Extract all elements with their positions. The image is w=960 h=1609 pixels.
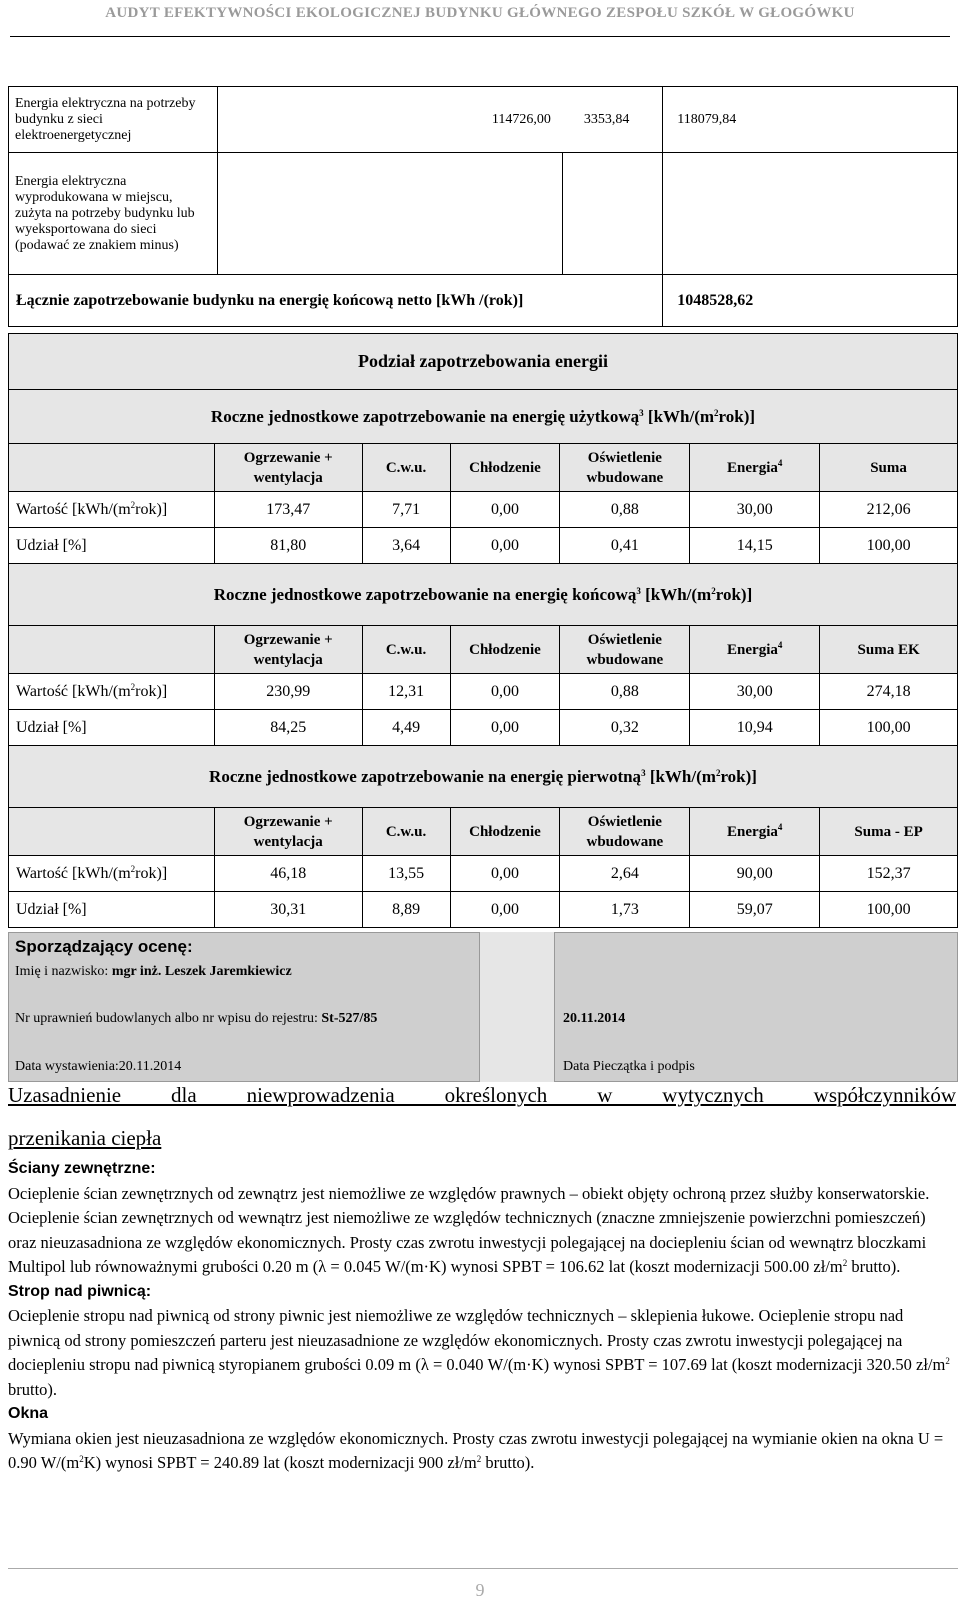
share-cell: 100,00 xyxy=(820,892,958,928)
share-cell: 100,00 xyxy=(820,710,958,746)
col-header: Energia$^4$ xyxy=(690,444,820,492)
row-value: 3353,84 xyxy=(563,87,663,153)
col-header: C.w.u. xyxy=(362,808,450,856)
signature-stamp-panel xyxy=(554,932,958,1082)
row-label-local-energy: Energia elektryczna wyprodukowana w miejscu, zużyta na potrzeby budynku lub wyeksportowana do sieci (podawać ze znakiem minus) xyxy=(9,153,218,275)
col-header: Energia$^4$ xyxy=(690,808,820,856)
share-cell: 0,00 xyxy=(450,528,560,564)
license-number: Nr uprawnień budowlanych albo nr wpisu do rejestru: St-527/85 xyxy=(15,1011,378,1026)
col-header: Suma xyxy=(820,444,958,492)
total-label: Łącznie zapotrzebowanie budynku na energię końcową netto [kWh /(rok)] xyxy=(9,275,663,327)
col-header: Ogrzewanie + wentylacja xyxy=(214,808,362,856)
value-cell: 0,88 xyxy=(560,492,690,528)
share-label: Udział [%] xyxy=(9,710,215,746)
value-cell: 212,06 xyxy=(820,492,958,528)
share-cell: 84,25 xyxy=(214,710,362,746)
col-header: Chłodzenie xyxy=(450,808,560,856)
justification-title-cont: przenikania ciepła xyxy=(8,1126,162,1150)
value-cell: 230,99 xyxy=(214,674,362,710)
col-header: Suma EK xyxy=(820,626,958,674)
justification-body xyxy=(8,1157,958,1476)
col-header: Oświetlenie wbudowane xyxy=(560,626,690,674)
walls-paragraph: Ocieplenie ścian zewnętrznych od zewnątrz jest niemożliwe ze względów prawnych – obiekt objęty ochroną przez służby konserwatorskie. Ocieplenie ścian zewnętrznych od wewnątrz jest niemożliwe ze względów technicznych (znaczne zmniejszenie powierzchni pomieszczeń) oraz nieuzasadniona ze względów ekonomicznych. Prosty czas zwrotu inwestycji polegającej na dociepleniu ścian od wewnątrz bloczkami Multipol lub równoważnymi grubości 0.20 m (λ = 0.045 W/(m·K) wynosi SPBT = 106.62 lat (koszt modernizacji 500.00 $zł/m^2$ brutto). xyxy=(8,1183,930,1276)
primary-title: Roczne jednostkowe zapotrzebowanie na energię pierwotną$^3$ $[kWh/(m^2rok)]$ xyxy=(9,746,958,808)
value-cell: 30,00 xyxy=(690,674,820,710)
justification-title: Uzasadnienie dla niewprowadzenia określonych w wytycznych współczynników xyxy=(8,1083,956,1107)
share-cell: 10,94 xyxy=(690,710,820,746)
share-cell: 0,32 xyxy=(560,710,690,746)
value-label: Wartość $[kWh/(m^2rok)]$ xyxy=(9,492,215,528)
division-table xyxy=(8,333,958,928)
share-label: Udział [%] xyxy=(9,892,215,928)
share-cell: 3,64 xyxy=(362,528,450,564)
signature-block xyxy=(8,932,958,1082)
value-label: Wartość $[kWh/(m^2rok)]$ xyxy=(9,674,215,710)
share-cell: 1,73 xyxy=(560,892,690,928)
value-cell: 0,00 xyxy=(450,492,560,528)
document-header: AUDYT EFEKTYWNOŚCI EKOLOGICZNEJ BUDYNKU GŁÓWNEGO ZESPOŁU SZKÓŁ W GŁOGÓWKU xyxy=(105,5,855,21)
total-value: 1048528,62 xyxy=(663,275,958,327)
windows-heading: Okna xyxy=(8,1405,49,1422)
final-title: Roczne jednostkowe zapotrzebowanie na energię końcową$^3$ $[kWh/(m^2rok)]$ xyxy=(9,564,958,626)
useful-title: Roczne jednostkowe zapotrzebowanie na energię użytkową$^3$ $[kWh/(m^2rok)]$ xyxy=(9,390,958,444)
value-cell: 152,37 xyxy=(820,856,958,892)
col-header: Oświetlenie wbudowane xyxy=(560,444,690,492)
signature-author-panel xyxy=(8,932,480,1082)
value-cell: 173,47 xyxy=(214,492,362,528)
col-header: Ogrzewanie + wentylacja xyxy=(214,444,362,492)
value-cell: 12,31 xyxy=(362,674,450,710)
value-cell: 274,18 xyxy=(820,674,958,710)
col-header: Chłodzenie xyxy=(450,444,560,492)
share-cell: 8,89 xyxy=(362,892,450,928)
stamp-label: Data Pieczątka i podpis xyxy=(563,1059,695,1074)
share-label: Udział [%] xyxy=(9,528,215,564)
value-cell: 0,00 xyxy=(450,674,560,710)
division-title: Podział zapotrzebowania energii xyxy=(9,334,958,390)
value-cell: 46,18 xyxy=(214,856,362,892)
col-header: C.w.u. xyxy=(362,626,450,674)
col-header: Energia$^4$ xyxy=(690,626,820,674)
walls-heading: Ściany zewnętrzne: xyxy=(8,1160,156,1177)
share-cell: 4,49 xyxy=(362,710,450,746)
row-label-grid-energy: Energia elektryczna na potrzeby budynku z sieci elektroenergetycznej xyxy=(9,87,218,153)
value-cell: 2,64 xyxy=(560,856,690,892)
row-value: 118079,84 xyxy=(663,87,958,153)
page-number: 9 xyxy=(475,1580,485,1600)
value-cell: 90,00 xyxy=(690,856,820,892)
share-cell: 30,31 xyxy=(214,892,362,928)
share-cell: 0,41 xyxy=(560,528,690,564)
share-cell: 0,00 xyxy=(450,892,560,928)
value-cell: 7,71 xyxy=(362,492,450,528)
row-value: 114726,00 xyxy=(217,87,563,153)
col-header: Oświetlenie wbudowane xyxy=(560,808,690,856)
share-cell: 81,80 xyxy=(214,528,362,564)
energy-table xyxy=(8,86,958,327)
value-cell: 13,55 xyxy=(362,856,450,892)
value-label: Wartość $[kWh/(m^2rok)]$ xyxy=(9,856,215,892)
col-header: C.w.u. xyxy=(362,444,450,492)
author-name: Imię i nazwisko: mgr inż. Leszek Jaremkiewicz xyxy=(15,964,292,979)
sign-date: 20.11.2014 xyxy=(563,1011,626,1026)
share-cell: 0,00 xyxy=(450,710,560,746)
share-cell: 100,00 xyxy=(820,528,958,564)
issue-date: Data wystawienia:20.11.2014 xyxy=(15,1059,182,1074)
value-cell: 0,88 xyxy=(560,674,690,710)
signature-title: Sporządzający ocenę: xyxy=(15,937,193,956)
header-rule xyxy=(10,36,950,37)
signature-spacer xyxy=(480,932,554,1082)
footer-rule xyxy=(8,1568,958,1569)
share-cell: 59,07 xyxy=(690,892,820,928)
col-header: Ogrzewanie + wentylacja xyxy=(214,626,362,674)
windows-paragraph: Wymiana okien jest nieuzasadniona ze względów ekonomicznych. Prosty czas zwrotu inwestycji polegającej na wymianie okien na okna U = 0.90 $W/(m^2K)$ wynosi SPBT = 240.89 lat (koszt modernizacji 900 $zł/m^2$ brutto). xyxy=(8,1428,944,1472)
ceiling-heading: Strop nad piwnicą: xyxy=(8,1282,152,1300)
share-cell: 14,15 xyxy=(690,528,820,564)
col-header: Chłodzenie xyxy=(450,626,560,674)
ceiling-paragraph: Ocieplenie stropu nad piwnicą od strony piwnic jest niemożliwe ze względów technicznych – sklepienia łukowe. Ocieplenie stropu nad piwnicą od strony pomieszczeń parteru jest nieuzasadnione ze względów ekonomicznych. Prosty czas zwrotu inwestycji polegającej na dociepleniu stropu nad piwnicą styropianem grubości 0.09 m (λ = 0.040 W/(m·K) wynosi SPBT = 107.69 lat (koszt modernizacji 320.50 $zł/m^2$ brutto). xyxy=(8,1306,950,1399)
value-cell: 30,00 xyxy=(690,492,820,528)
value-cell: 0,00 xyxy=(450,856,560,892)
col-header: Suma - EP xyxy=(820,808,958,856)
